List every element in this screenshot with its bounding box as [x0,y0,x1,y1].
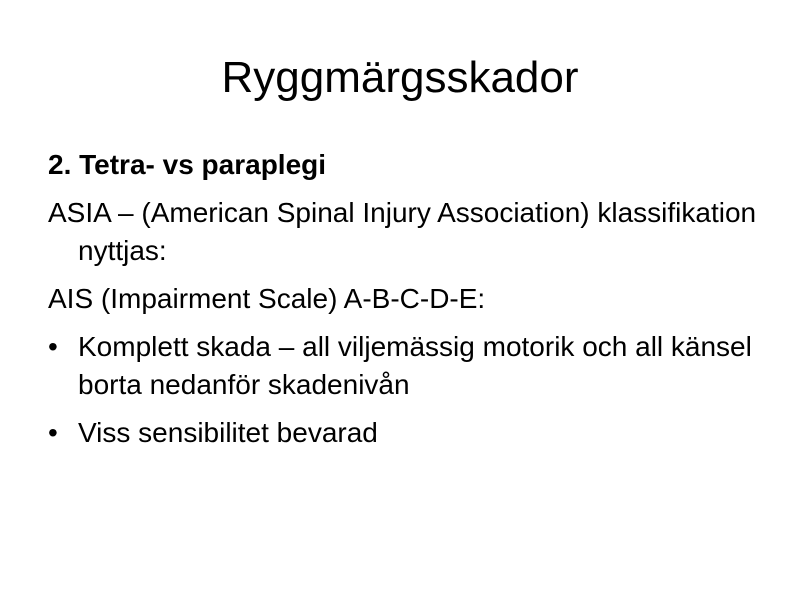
bullet-text: Komplett skada – all viljemässig motorik och all känsel borta nedanför skadenivån [78,331,752,400]
slide-body [48,146,768,462]
bullet-item [48,328,768,404]
bullet-item [48,414,768,452]
bullet-text: Viss sensibilitet bevarad [78,417,378,448]
section-heading: 2. Tetra- vs paraplegi [48,149,327,180]
bullet-icon: • [48,331,58,362]
bullet-list [48,328,768,452]
slide-title: Ryggmärgsskador [221,53,579,102]
bullet-icon: • [48,417,58,448]
classification-paragraph: ASIA – (American Spinal Injury Association) klassifikation nyttjas: [48,197,757,266]
scale-paragraph: AIS (Impairment Scale) A-B-C-D-E: [48,283,486,314]
